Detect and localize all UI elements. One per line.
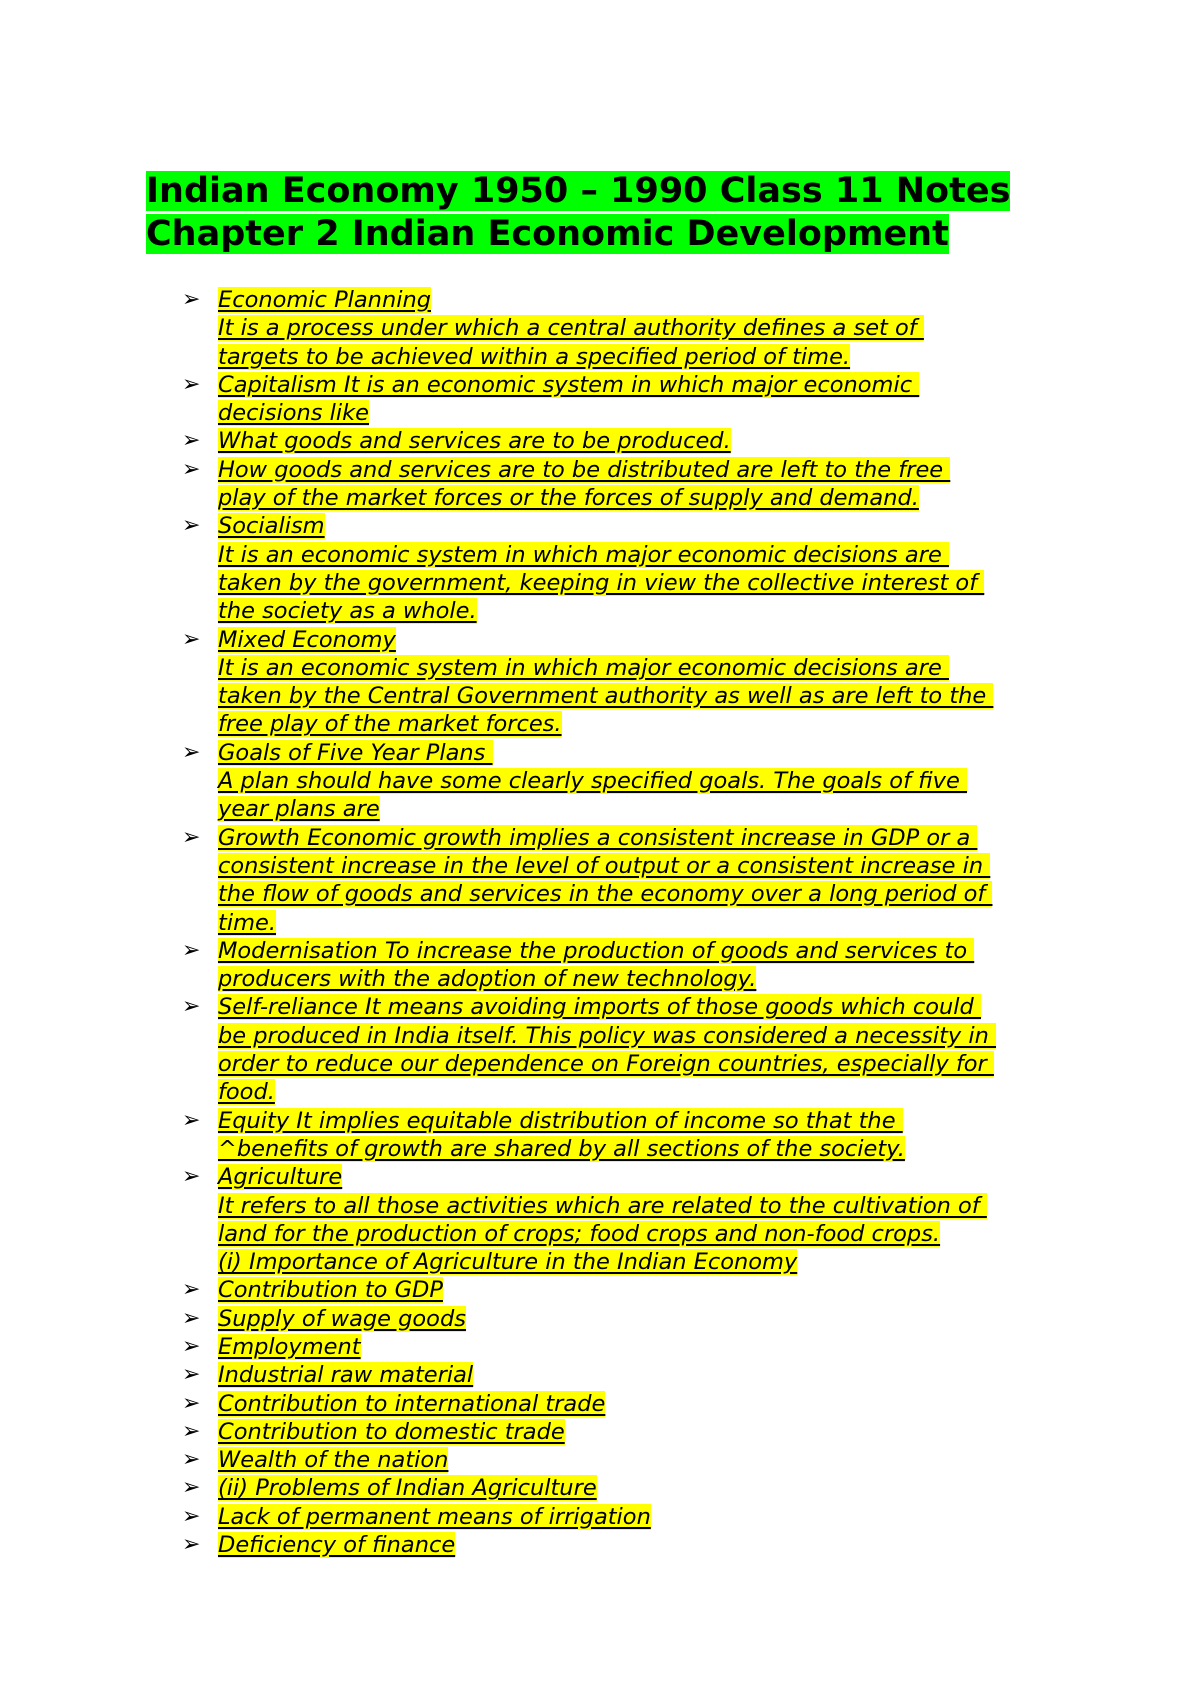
list-item-text: A plan should have some clearly specified goals. The goals of five (218, 768, 967, 795)
list-item-line (218, 1107, 1082, 1135)
arrow-bullet-icon: ➢ (182, 371, 201, 397)
list-item-text: Socialism (218, 513, 325, 540)
list-item-text: taken by the government, keeping in view the collective interest of (218, 569, 985, 596)
list-item-line (218, 456, 1082, 484)
list-item (182, 371, 1082, 428)
arrow-bullet-icon: ➢ (182, 937, 201, 963)
list-item-line (218, 314, 1082, 342)
list-item-line (218, 993, 1082, 1021)
list-item-text: year plans are (218, 796, 380, 823)
title-line: Chapter 2 Indian Economic Development (146, 214, 949, 254)
list-item-text: consistent increase in the level of output or a consistent increase in (218, 852, 991, 879)
notes-list (182, 286, 1082, 1559)
list-item (182, 427, 1082, 455)
arrow-bullet-icon: ➢ (182, 1362, 201, 1388)
arrow-bullet-icon: ➢ (182, 1532, 201, 1558)
list-item-line (218, 909, 1082, 937)
list-item-text: targets to be achieved within a specified period of time. (218, 343, 851, 370)
list-item (182, 1446, 1082, 1474)
list-item (182, 1333, 1082, 1361)
list-item (182, 1107, 1082, 1164)
list-item-text: Self-reliance It means avoiding imports of those goods which could (218, 994, 981, 1021)
arrow-bullet-icon: ➢ (182, 1305, 201, 1331)
list-item-text: ^benefits of growth are shared by all sections of the society. (218, 1135, 905, 1162)
arrow-bullet-icon: ➢ (182, 1164, 201, 1190)
arrow-bullet-icon: ➢ (182, 1107, 201, 1133)
list-item-line (218, 1276, 1082, 1304)
list-item (182, 1531, 1082, 1559)
list-item-line (218, 1503, 1082, 1531)
arrow-bullet-icon: ➢ (182, 428, 201, 454)
list-item-text: Industrial raw material (218, 1362, 474, 1389)
list-item-line (218, 1248, 1082, 1276)
list-item (182, 1418, 1082, 1446)
list-item-text: Contribution to international trade (218, 1390, 606, 1417)
list-item-text: Goals of Five Year Plans (218, 739, 493, 766)
arrow-bullet-icon: ➢ (182, 994, 201, 1020)
list-item-line (218, 1361, 1082, 1389)
list-item (182, 1163, 1082, 1276)
list-item-line (218, 569, 1082, 597)
list-item-text: How goods and services are to be distributed are left to the free (218, 456, 951, 483)
list-item (182, 824, 1082, 937)
list-item-line (218, 1078, 1082, 1106)
list-item-line (218, 512, 1082, 540)
list-item-text: It is an economic system in which major economic decisions are (218, 541, 949, 568)
list-item-line (218, 597, 1082, 625)
arrow-bullet-icon: ➢ (182, 739, 201, 765)
list-item-line (218, 399, 1082, 427)
list-item (182, 993, 1082, 1106)
arrow-bullet-icon: ➢ (182, 1277, 201, 1303)
list-item-line (218, 1531, 1082, 1559)
list-item-text: the flow of goods and services in the economy over a long period of (218, 881, 993, 908)
arrow-bullet-icon: ➢ (182, 513, 201, 539)
list-item-line (218, 824, 1082, 852)
list-item-text: free play of the market forces. (218, 711, 562, 738)
arrow-bullet-icon: ➢ (182, 824, 201, 850)
list-item (182, 937, 1082, 994)
list-item-text: land for the production of crops; food crops and non-food crops. (218, 1220, 941, 1247)
arrow-bullet-icon: ➢ (182, 626, 201, 652)
list-item-line (218, 1135, 1082, 1163)
list-item-text: order to reduce our dependence on Foreign countries, especially for (218, 1051, 994, 1078)
document-title (146, 170, 1066, 256)
list-item-line (218, 1474, 1082, 1502)
list-item-text: Contribution to domestic trade (218, 1418, 565, 1445)
list-item-text: Mixed Economy (218, 626, 396, 653)
list-item-text: Capitalism It is an economic system in which major economic (218, 371, 920, 398)
list-item (182, 1390, 1082, 1418)
list-item-line (218, 1446, 1082, 1474)
list-item (182, 1503, 1082, 1531)
list-item-line (218, 795, 1082, 823)
list-item (182, 626, 1082, 739)
list-item-line (218, 1163, 1082, 1191)
list-item-text: Employment (218, 1333, 361, 1360)
list-item (182, 1305, 1082, 1333)
list-item-text: play of the market forces or the forces of supply and demand. (218, 485, 919, 512)
arrow-bullet-icon: ➢ (182, 1333, 201, 1359)
list-item-line (218, 739, 1082, 767)
list-item-text: Lack of permanent means of irrigation (218, 1503, 651, 1530)
list-item-text: Supply of wage goods (218, 1305, 466, 1332)
list-item-text: Modernisation To increase the production of goods and services to (218, 937, 975, 964)
list-item-text: It is a process under which a central authority defines a set of (218, 315, 924, 342)
list-item-line (218, 852, 1082, 880)
arrow-bullet-icon: ➢ (182, 1447, 201, 1473)
list-item-text: decisions like (218, 400, 369, 427)
list-item-text: food. (218, 1079, 275, 1106)
list-item-text: It is an economic system in which major economic decisions are (218, 654, 949, 681)
list-item-text: be produced in India itself. This policy was considered a necessity in (218, 1022, 997, 1049)
list-item-line (218, 1418, 1082, 1446)
list-item-text: Deficiency of finance (218, 1532, 456, 1559)
arrow-bullet-icon: ➢ (182, 1475, 201, 1501)
list-item-line (218, 682, 1082, 710)
list-item-line (218, 1192, 1082, 1220)
arrow-bullet-icon: ➢ (182, 1503, 201, 1529)
list-item-line (218, 1022, 1082, 1050)
list-item-line (218, 541, 1082, 569)
list-item-line (218, 484, 1082, 512)
list-item-line (218, 371, 1082, 399)
list-item (182, 456, 1082, 513)
title-line: Indian Economy 1950 – 1990 Class 11 Notes (146, 171, 1011, 211)
list-item-line (218, 286, 1082, 314)
list-item (182, 1361, 1082, 1389)
list-item (182, 286, 1082, 371)
list-item-line (218, 343, 1082, 371)
arrow-bullet-icon: ➢ (182, 1390, 201, 1416)
list-item-text: producers with the adoption of new technology. (218, 966, 757, 993)
list-item-text: Equity It implies equitable distribution of income so that the (218, 1107, 903, 1134)
arrow-bullet-icon: ➢ (182, 456, 201, 482)
list-item-text: time. (218, 909, 276, 936)
list-item-text: Economic Planning (218, 287, 431, 313)
arrow-bullet-icon: ➢ (182, 287, 201, 312)
list-item-text: What goods and services are to be produced. (218, 428, 731, 455)
list-item (182, 1276, 1082, 1304)
list-item-text: taken by the Central Government authority as well as are left to the (218, 683, 994, 710)
list-item-text: Agriculture (218, 1164, 343, 1191)
list-item-text: the society as a whole. (218, 598, 477, 625)
arrow-bullet-icon: ➢ (182, 1418, 201, 1444)
list-item-line (218, 654, 1082, 682)
list-item-line (218, 965, 1082, 993)
list-item-line (218, 1050, 1082, 1078)
list-item-text: (ii) Problems of Indian Agriculture (218, 1475, 597, 1502)
list-item-line (218, 937, 1082, 965)
list-item (182, 1474, 1082, 1502)
list-item-text: It refers to all those activities which are related to the cultivation of (218, 1192, 987, 1219)
list-item-text: Contribution to GDP (218, 1277, 443, 1304)
list-item-line (218, 427, 1082, 455)
list-item-text: (i) Importance of Agriculture in the Indian Economy (218, 1249, 798, 1276)
list-item-line (218, 626, 1082, 654)
list-item-text: Growth Economic growth implies a consistent increase in GDP or a (218, 824, 978, 851)
list-item-text: Wealth of the nation (218, 1447, 449, 1474)
list-item (182, 512, 1082, 625)
list-item-line (218, 767, 1082, 795)
list-item (182, 739, 1082, 824)
list-item-line (218, 1333, 1082, 1361)
list-item-line (218, 1305, 1082, 1333)
list-item-line (218, 1220, 1082, 1248)
list-item-line (218, 880, 1082, 908)
list-item-line (218, 1390, 1082, 1418)
list-item-line (218, 710, 1082, 738)
